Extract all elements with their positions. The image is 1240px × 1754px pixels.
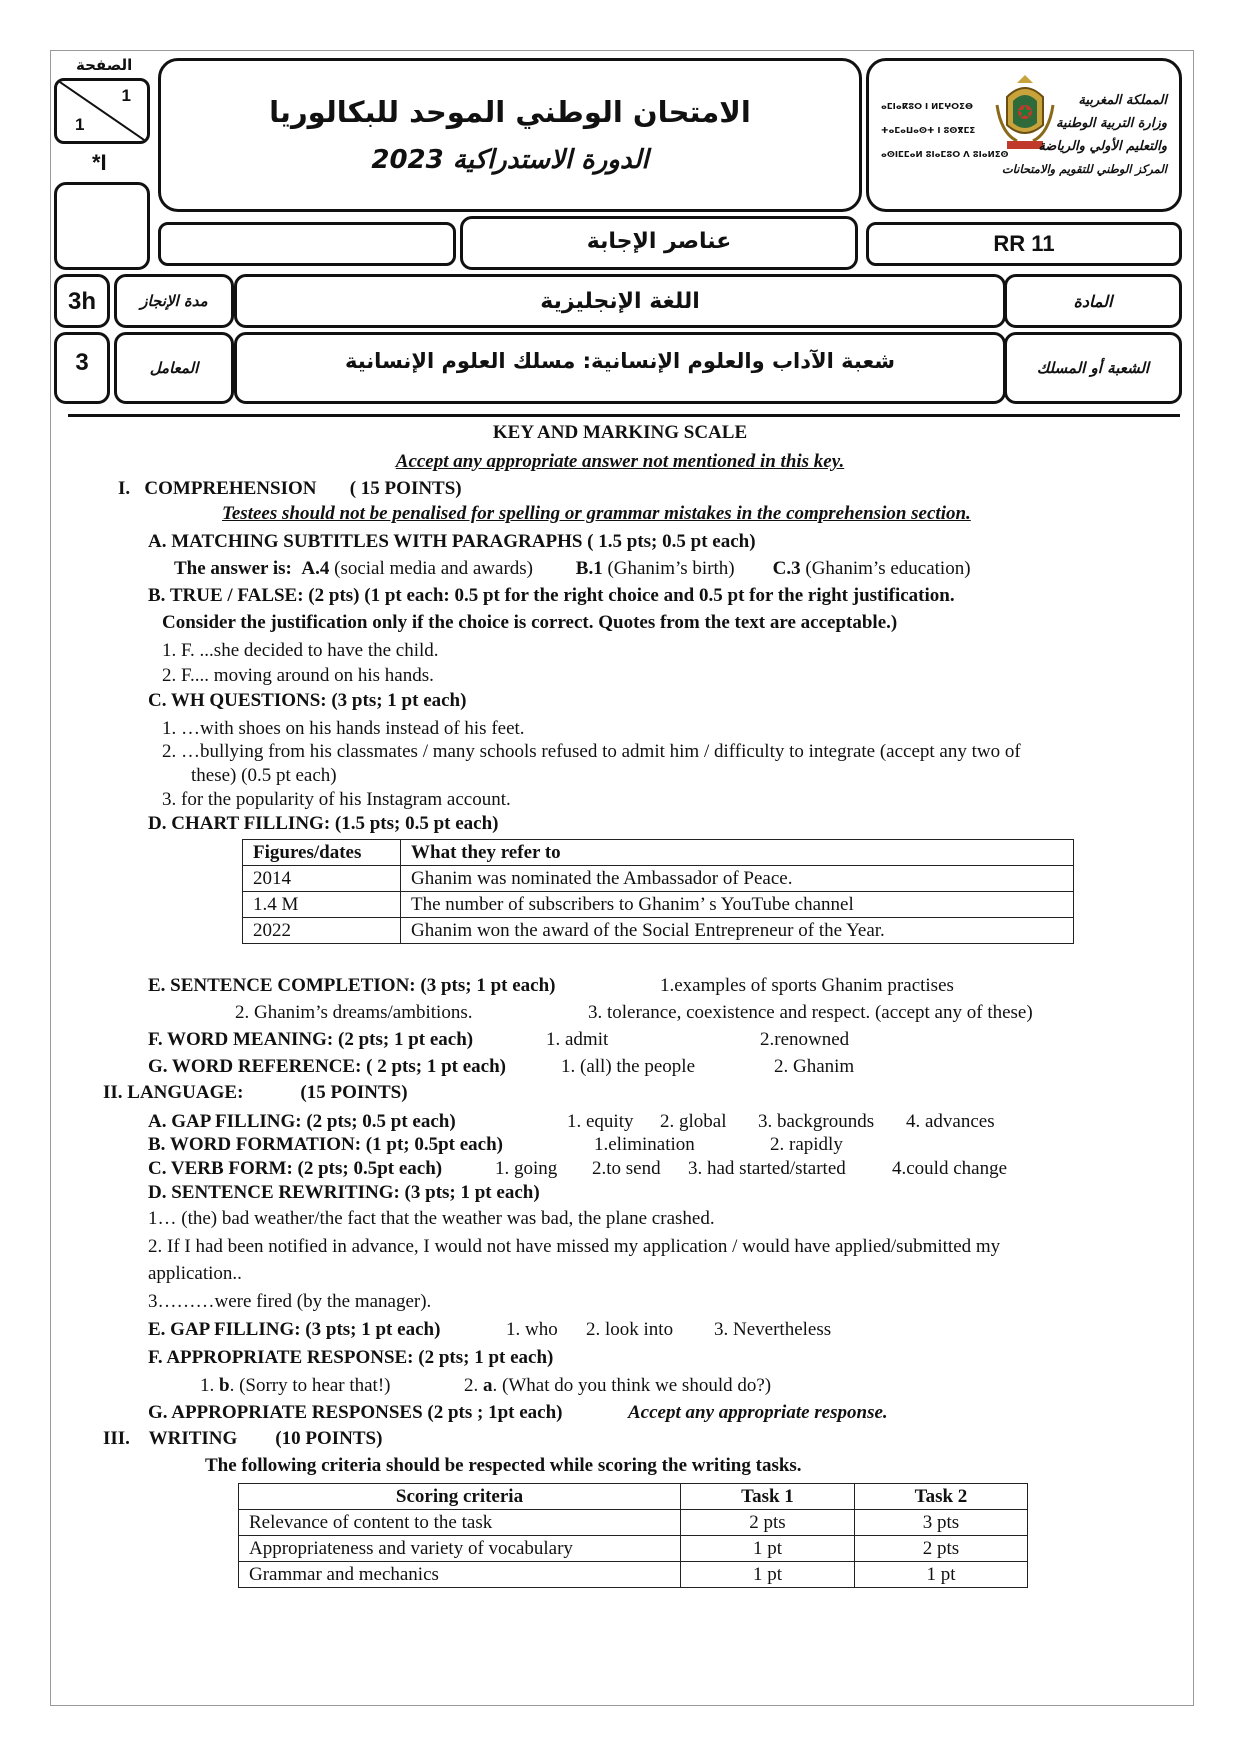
scoring-cell: 3 pts (855, 1510, 1028, 1536)
scoring-header-row (239, 1484, 1028, 1510)
answer-b-code: B.1 (575, 558, 603, 579)
writing-points: (10 POINTS) (275, 1428, 383, 1449)
language-points: (15 POINTS) (300, 1082, 408, 1103)
chart-cell: Ghanim won the award of the Social Entrepreneur of the Year. (401, 918, 1074, 944)
chart-cell: The number of subscribers to Ghanim’ s YouTube channel (401, 892, 1074, 918)
chart-cell: 2022 (243, 918, 401, 944)
lang-e-answer: 2. look into (586, 1319, 674, 1340)
scoring-header-cell: Task 1 (681, 1484, 855, 1510)
chart-cell: 2014 (243, 866, 401, 892)
lang-a-title: A. GAP FILLING: (2 pts; 0.5 pt each) (148, 1111, 456, 1132)
lang-b-answer: 2. rapidly (770, 1134, 843, 1155)
answer-c-text: (Ghanim’s education) (805, 558, 971, 579)
coef-value: 3 (75, 349, 89, 376)
chart-table (242, 839, 1074, 944)
writing-intro: The following criteria should be respected while scoring the writing tasks. (205, 1455, 802, 1476)
writing-title: WRITING (148, 1428, 238, 1449)
ministry-line-4: المركز الوطني للتقويم والامتحانات (1001, 162, 1167, 176)
branch-label: الشعبة أو المسلك (1036, 359, 1150, 377)
scoring-cell: Appropriateness and variety of vocabulary (239, 1536, 681, 1562)
wh-item-2-cont: these) (0.5 pt each) (191, 765, 337, 786)
language-heading (103, 1082, 408, 1104)
section-b-title-2: Consider the justification only if the choice is correct. Quotes from the text are acceptable.) (162, 612, 898, 633)
comprehension-heading (118, 478, 462, 500)
response-2-letter: a (483, 1375, 493, 1396)
lang-b-title: B. WORD FORMATION: (1 pt; 0.5pt each) (148, 1134, 503, 1155)
section-b-title: B. TRUE / FALSE: (2 pts) (1 pt each: 0.5 pt for the right choice and 0.5 pt for the right justification. (148, 585, 955, 606)
section-c-title: C. WH QUESTIONS: (3 pts; 1 pt each) (148, 690, 467, 711)
scoring-row (239, 1536, 1028, 1562)
lang-e-title: E. GAP FILLING: (3 pts; 1 pt each) (148, 1319, 441, 1340)
wh-item-2: 2. …bullying from his classmates / many schools refused to admit him / difficulty to integrate (accept any two of (162, 741, 1021, 762)
scoring-table (238, 1483, 1028, 1588)
duration-label: مدة الإنجاز (140, 292, 208, 310)
chart-cell: Ghanim was nominated the Ambassador of Peace. (401, 866, 1074, 892)
chart-cell: 1.4 M (243, 892, 401, 918)
scoring-row (239, 1510, 1028, 1536)
lang-c-answer: 2.to send (592, 1158, 661, 1179)
answer-a-code: A.4 (301, 558, 330, 579)
page-label: الصفحة (76, 56, 133, 74)
answer-b-text: (Ghanim’s birth) (607, 558, 735, 579)
section-a-title: A. MATCHING SUBTITLES WITH PARAGRAPHS ( 1.5 pts; 0.5 pt each) (148, 531, 756, 552)
response-1 (200, 1375, 391, 1397)
exam-code: RR 11 (993, 231, 1055, 256)
response-2-num: 2. (464, 1375, 479, 1396)
branch-value: شعبة الآداب والعلوم الإنسانية: مسلك العلوم الإنسانية (344, 349, 895, 373)
section-a-answers (174, 558, 971, 580)
reference-1: 1. (all) the people (561, 1056, 696, 1077)
comprehension-title: COMPREHENSION (144, 478, 317, 499)
rewrite-2: 2. If I had been notified in advance, I would not have missed my application / would have applied/submitted my (148, 1236, 1001, 1257)
response-1-text: . (Sorry to hear that!) (229, 1375, 391, 1396)
section-d-title: D. CHART FILLING: (1.5 pts; 0.5 pt each) (148, 813, 499, 834)
key-accept-note: Accept any appropriate answer not mentioned in this key. (395, 451, 845, 472)
exam-title: الامتحان الوطني الموحد للبكالوريا (269, 95, 751, 129)
lang-c-answer: 3. had started/started (688, 1158, 846, 1179)
response-1-letter: b (219, 1375, 230, 1396)
rewrite-3: 3………were fired (by the manager). (148, 1291, 432, 1312)
lang-a-answer: 2. global (660, 1111, 727, 1132)
section-g-title: G. WORD REFERENCE: ( 2 pts; 1 pt each) (148, 1056, 507, 1077)
completion-1: 1.examples of sports Ghanim practises (660, 975, 954, 996)
scoring-cell: Grammar and mechanics (239, 1562, 681, 1588)
chart-row (243, 892, 1074, 918)
lang-f-title: F. APPROPRIATE RESPONSE: (2 pts; 1 pt each) (148, 1347, 554, 1368)
key-title: KEY AND MARKING SCALE (492, 422, 748, 443)
lang-e-answer: 1. who (506, 1319, 558, 1340)
duration-value: 3h (67, 288, 96, 315)
page-number: 1 (121, 86, 131, 105)
chart-header-cell: Figures/dates (243, 840, 401, 866)
lang-d-title: D. SENTENCE REWRITING: (3 pts; 1 pt each) (148, 1182, 540, 1203)
ministry-line-3: والتعليم الأولي والرياضة (1038, 139, 1167, 154)
wh-item-3: 3. for the popularity of his Instagram account. (162, 789, 511, 810)
tifinagh-line-1: ⴰⵎⵏⴰⴽⵓⵔ ⵏ ⵍⵎⵖⵔⵉⴱ (881, 102, 973, 112)
scoring-cell: 2 pts (855, 1536, 1028, 1562)
chart-header-row (243, 840, 1074, 866)
lang-b-answer: 1.elimination (594, 1134, 695, 1155)
scoring-cell: 1 pt (681, 1536, 855, 1562)
tifinagh-line-2: ⵜⴰⵎⴰⵡⴰⵙⵜ ⵏ ⵓⵙⴳⵎⵉ (881, 126, 976, 136)
scoring-cell: 1 pt (855, 1562, 1028, 1588)
rewrite-2-cont: application.. (148, 1263, 242, 1284)
answer-c-code: C.3 (772, 558, 801, 579)
section-e-title: E. SENTENCE COMPLETION: (3 pts; 1 pt each) (148, 975, 556, 996)
lang-g-note: Accept any appropriate response. (628, 1402, 888, 1423)
reference-2: 2. Ghanim (774, 1056, 855, 1077)
scoring-cell: Relevance of content to the task (239, 1510, 681, 1536)
meaning-2: 2.renowned (760, 1029, 850, 1050)
language-title: II. LANGUAGE: (103, 1082, 244, 1103)
answer-a-text: (social media and awards) (334, 558, 534, 579)
tf-item-1: 1. F. ...she decided to have the child. (162, 640, 439, 661)
lang-e-answer: 3. Nevertheless (714, 1319, 832, 1340)
lang-a-answer: 1. equity (567, 1111, 634, 1132)
tifinagh-line-3: ⴰⵙⵏⵎⵎⴰⵍ ⵓⵏⴰⵎⵓⵔ ⴷ ⵓⵏⴰⵍⵉⵙ (881, 150, 1009, 160)
ministry-line-2: وزارة التربية الوطنية (1056, 116, 1167, 131)
lang-c-answer: 1. going (495, 1158, 558, 1179)
lang-g-title: G. APPROPRIATE RESPONSES (2 pts ; 1pt each) (148, 1402, 563, 1423)
exam-session: الدورة الاستدراكية 2023 (371, 145, 649, 175)
response-2-text: . (What do you think we should do?) (492, 1375, 772, 1396)
meaning-1: 1. admit (546, 1029, 609, 1050)
comprehension-number: I. (118, 478, 131, 499)
lang-c-title: C. VERB FORM: (2 pts; 0.5pt each) (148, 1158, 443, 1179)
scoring-cell: 1 pt (681, 1562, 855, 1588)
response-2 (464, 1375, 771, 1397)
answer-elements-label: عناصر الإجابة (586, 229, 732, 254)
comprehension-points: ( 15 POINTS) (349, 478, 462, 499)
writing-heading (103, 1428, 382, 1450)
scoring-header-cell: Scoring criteria (239, 1484, 681, 1510)
chart-row (243, 866, 1074, 892)
answer-label: The answer is: (174, 558, 292, 579)
subject-value: اللغة الإنجليزية (540, 289, 700, 314)
ministry-line-1: المملكة المغربية (1078, 93, 1167, 108)
chart-header-cell: What they refer to (401, 840, 1074, 866)
completion-3: 3. tolerance, coexistence and respect. (accept any of these) (588, 1002, 1033, 1023)
lang-c-answer: 4.could change (892, 1158, 1008, 1179)
writing-number: III. (103, 1428, 130, 1449)
subject-label: المادة (1073, 292, 1113, 311)
comprehension-note: Testees should not be penalised for spelling or grammar mistakes in the comprehension section. (222, 503, 971, 524)
tf-item-2: 2. F.... moving around on his hands. (162, 665, 434, 686)
completion-2: 2. Ghanim’s dreams/ambitions. (235, 1002, 473, 1023)
page-total: 1 (75, 115, 85, 134)
chart-row (243, 918, 1074, 944)
scoring-cell: 2 pts (681, 1510, 855, 1536)
scoring-header-cell: Task 2 (855, 1484, 1028, 1510)
coef-label: المعامل (149, 359, 199, 377)
wh-item-1: 1. …with shoes on his hands instead of his feet. (162, 718, 525, 739)
lang-a-answer: 3. backgrounds (758, 1111, 875, 1132)
section-f-title: F. WORD MEANING: (2 pts; 1 pt each) (148, 1029, 474, 1050)
page-mark: *I (92, 150, 107, 175)
lang-a-answer: 4. advances (906, 1111, 995, 1132)
rewrite-1: 1… (the) bad weather/the fact that the weather was bad, the plane crashed. (148, 1208, 715, 1229)
scoring-row (239, 1562, 1028, 1588)
response-1-num: 1. (200, 1375, 215, 1396)
